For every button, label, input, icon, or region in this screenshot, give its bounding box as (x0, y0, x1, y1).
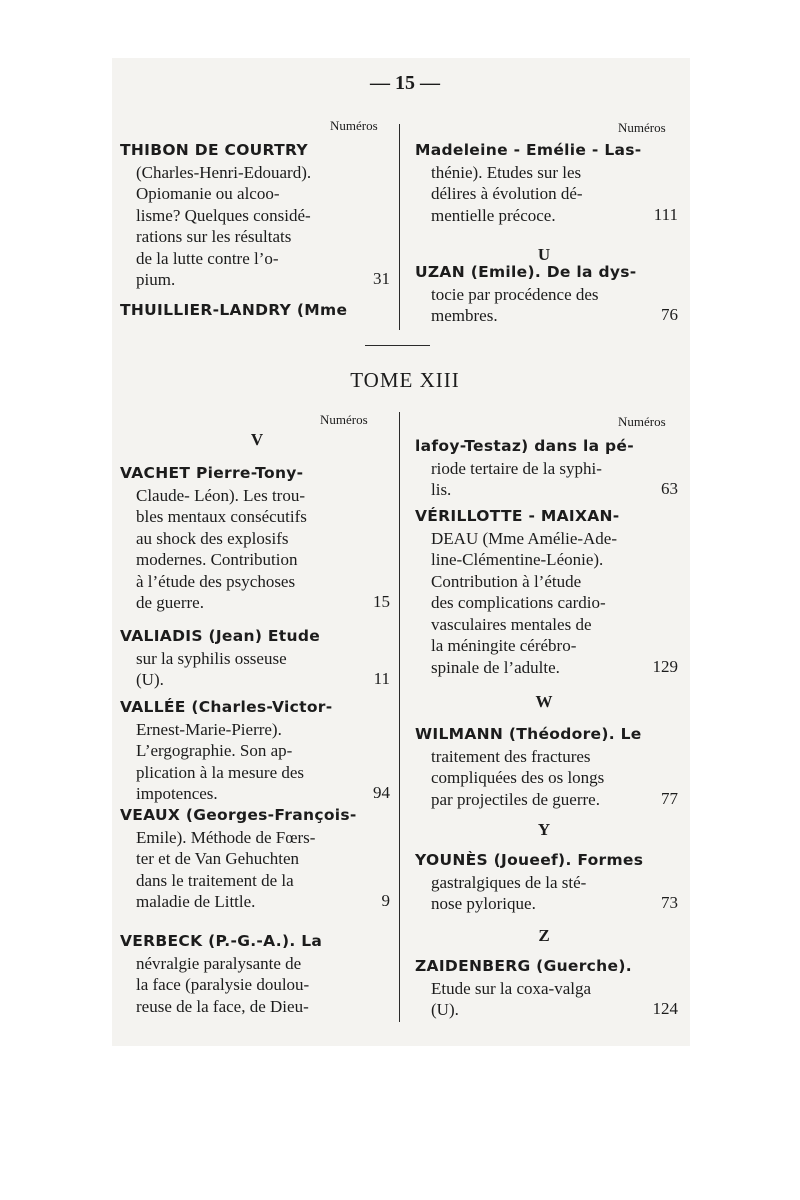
entry-line: par projectiles de guerre. (431, 789, 600, 809)
index-entry (415, 262, 637, 327)
numeros-label: Numéros (320, 412, 368, 427)
entry-line: névralgie paralysante de (136, 953, 302, 973)
entry-number: 31 (373, 269, 390, 288)
entry-line: lafoy-Testaz) dans la pé- (415, 437, 634, 455)
section-rule (365, 345, 430, 346)
index-entry (120, 300, 347, 322)
entry-line: Emile). Méthode de Fœrs- (136, 827, 316, 847)
entry-line: WILMANN (Théodore). Le (415, 725, 642, 743)
entry-number: 111 (653, 204, 678, 224)
column-divider (399, 124, 400, 330)
entry-line: Madeleine - Emélie - Las- (415, 141, 642, 159)
entry-line: de la lutte contre l’o- (136, 248, 279, 268)
entry-line: (U). (431, 1000, 459, 1019)
entry-line: ZAIDENBERG (Guerche). (415, 957, 632, 975)
entry-line: (Charles-Henri-Edouard). (136, 162, 312, 182)
entry-line: pium. (136, 270, 176, 289)
index-entry (120, 931, 322, 1017)
index-entry (120, 140, 311, 291)
entry-line: à l’étude des psychoses (136, 571, 296, 591)
section-letter: Z (538, 926, 550, 945)
entry-number: 9 (381, 891, 390, 910)
entry-number: 63 (661, 479, 678, 498)
entry-line: reuse de la face, de Dieu- (136, 996, 309, 1016)
entry-line: des complications cardio- (431, 593, 606, 612)
entry-line: plication à la mesure des (136, 762, 305, 782)
entry-line: VALIADIS (Jean) Etude (120, 627, 321, 645)
entry-line: (U). (136, 670, 164, 689)
entry-line: YOUNÈS (Joueef). Formes (415, 851, 644, 869)
entry-number: 129 (652, 656, 678, 676)
index-entry (415, 140, 642, 226)
entry-line: mentielle précoce. (431, 205, 556, 225)
entry-line: sur la syphilis osseuse (136, 648, 287, 668)
entry-number: 124 (652, 999, 678, 1018)
entry-line: rations sur les résultats (136, 227, 292, 246)
index-entry (415, 850, 643, 915)
entry-line: Etude sur la coxa-valga (431, 978, 592, 998)
entry-number: 11 (373, 669, 390, 688)
entry-line: au shock des explosifs (136, 528, 289, 548)
index-entry (415, 724, 642, 810)
entry-line: DEAU (Mme Amélie-Ade- (431, 528, 618, 548)
index-entry (415, 956, 632, 1021)
entry-line: nose pylorique. (431, 894, 536, 913)
entry-line: Claude- Léon). Les trou- (136, 485, 305, 505)
section-letter: U (537, 245, 551, 264)
section-letter: Y (537, 820, 551, 839)
entry-line: compliquées des os longs (431, 768, 605, 787)
entry-line: traitement des fractures (431, 746, 591, 766)
entry-line: Contribution à l’étude (431, 571, 582, 591)
entry-line: VERBECK (P.-G.-A.). La (120, 932, 323, 950)
entry-number: 15 (373, 592, 390, 611)
entry-line: Ernest-Marie-Pierre). (136, 719, 282, 739)
numeros-label: Numéros (330, 118, 378, 133)
column-divider (399, 412, 400, 1022)
entry-line: dans le traitement de la (136, 870, 294, 890)
index-entry (120, 805, 357, 913)
entry-line: THIBON DE COURTRY (120, 141, 308, 159)
entry-line: VACHET Pierre-Tony- (120, 464, 304, 482)
entry-line: VEAUX (Georges-François- (120, 806, 357, 824)
entry-line: UZAN (Emile). De la dys- (415, 263, 637, 281)
entry-line: membres. (431, 306, 498, 325)
index-entry (120, 626, 320, 691)
entry-line: THUILLIER-LANDRY (Mme (120, 301, 348, 319)
entry-number: 73 (661, 893, 678, 912)
entry-line: ter et de Van Gehuchten (136, 849, 300, 868)
entry-line: maladie de Little. (136, 892, 256, 911)
section-letter: W (535, 692, 553, 711)
index-entry (415, 436, 634, 501)
entry-line: gastralgiques de la sté- (431, 872, 587, 892)
entry-line: line-Clémentine-Léonie). (431, 550, 604, 569)
entry-line: la méningite cérébro- (431, 636, 577, 655)
entry-number: 77 (661, 788, 678, 808)
index-entry (415, 506, 620, 678)
index-entry (120, 463, 307, 614)
entry-line: VALLÉE (Charles-Victor- (120, 698, 333, 716)
numeros-label: Numéros (618, 120, 666, 135)
entry-line: spinale de l’adulte. (431, 657, 560, 677)
index-entry (120, 697, 332, 805)
entry-line: tocie par procédence des (431, 284, 599, 304)
entry-line: VÉRILLOTTE - MAIXAN- (415, 507, 620, 525)
entry-line: vasculaires mentales de (431, 614, 592, 634)
entry-line: thénie). Etudes sur les (431, 162, 582, 182)
entry-line: lisme? Quelques considé- (136, 205, 311, 225)
entry-line: de guerre. (136, 593, 204, 612)
entry-line: riode tertaire de la syphi- (431, 458, 602, 478)
entry-number: 94 (373, 783, 390, 802)
section-letter: V (250, 430, 264, 449)
entry-line: Opiomanie ou alcoo- (136, 184, 280, 203)
page-number: — 15 — (370, 72, 440, 94)
numeros-label: Numéros (618, 414, 666, 429)
entry-line: lis. (431, 480, 452, 499)
entry-line: délires à évolution dé- (431, 184, 583, 203)
entry-line: la face (paralysie doulou- (136, 975, 310, 994)
entry-line: modernes. Contribution (136, 550, 298, 569)
entry-number: 76 (661, 305, 678, 324)
entry-line: L’ergographie. Son ap- (136, 741, 293, 760)
entry-line: impotences. (136, 784, 218, 803)
entry-line: bles mentaux consécutifs (136, 507, 307, 526)
tome-title: TOME XIII (350, 368, 460, 392)
